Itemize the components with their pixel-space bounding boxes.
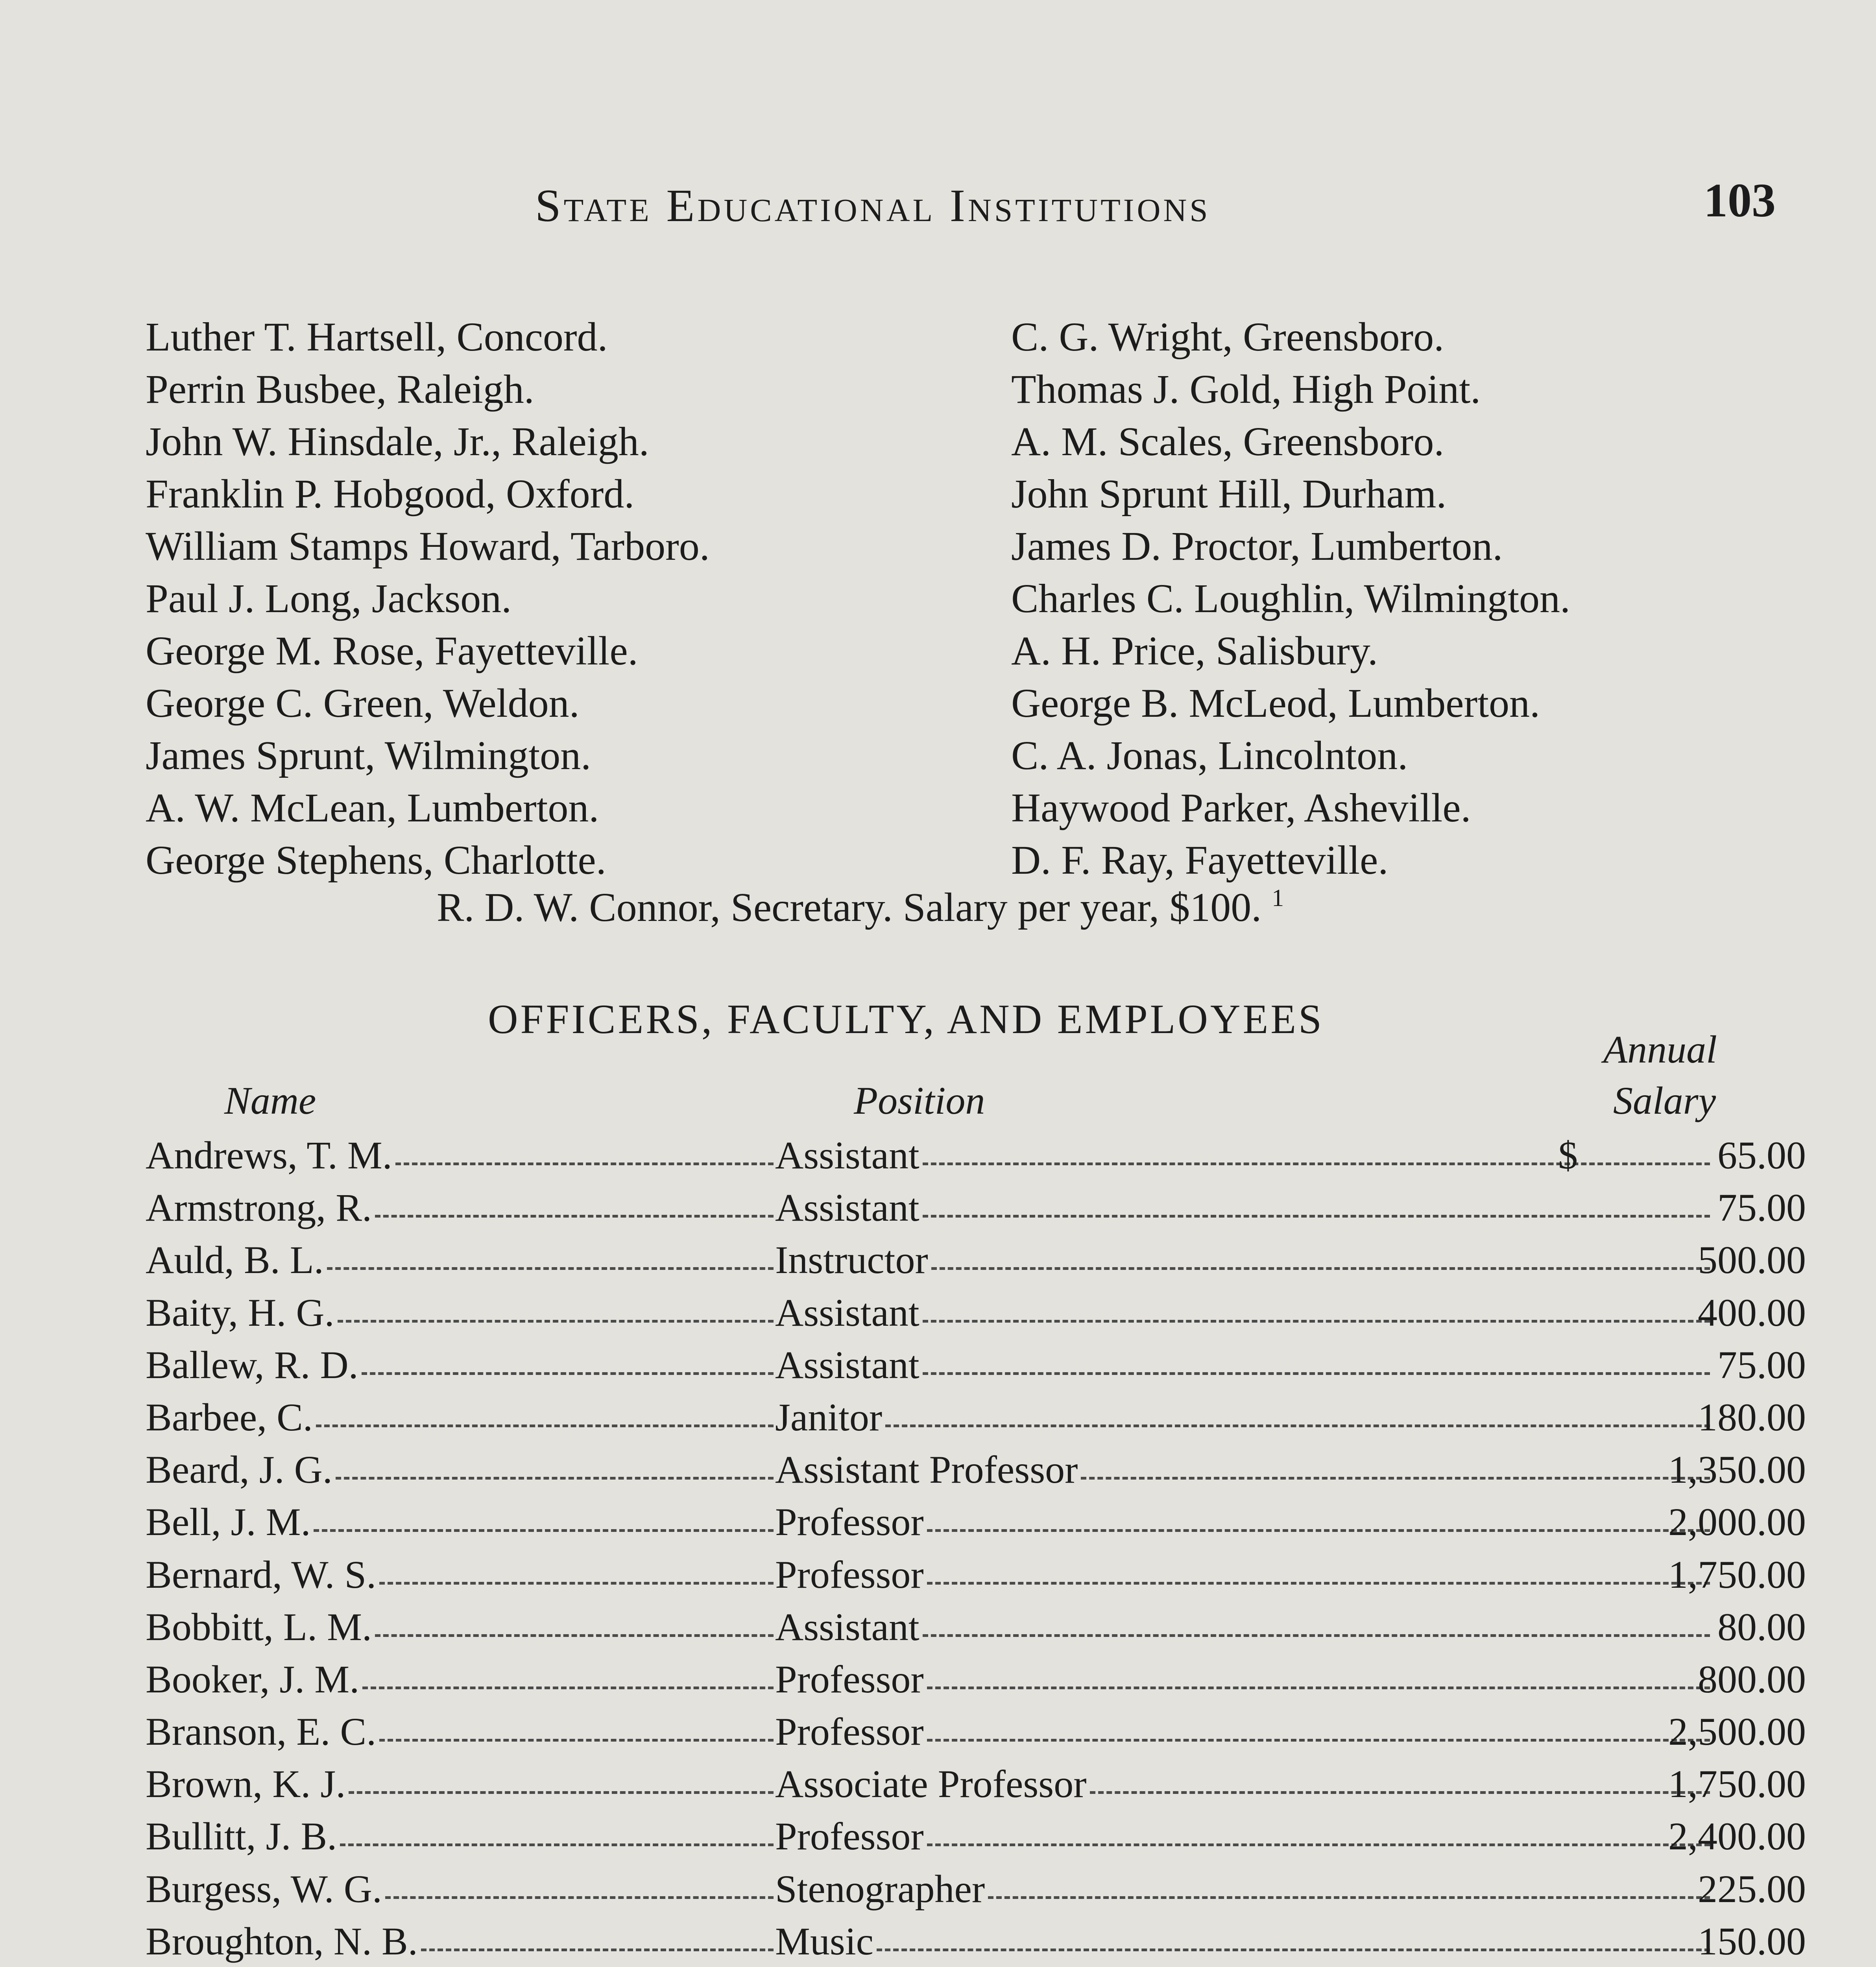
staff-name: Beard, J. G. — [146, 1448, 332, 1492]
staff-salary: 2,500.00 — [1668, 1710, 1806, 1754]
staff-name: Brown, K. J. — [146, 1762, 346, 1806]
staff-position: Assistant Professor — [775, 1448, 1078, 1492]
staff-position-cell — [775, 1705, 1712, 1758]
table-row — [146, 1443, 1806, 1496]
currency-symbol: $ — [1558, 1133, 1578, 1177]
staff-name-cell — [146, 1601, 775, 1653]
staff-name-cell — [146, 1863, 775, 1915]
staff-position: Assistant — [775, 1290, 920, 1334]
table-row — [146, 1653, 1806, 1705]
table-row — [146, 1234, 1806, 1286]
staff-position: Assistant — [775, 1133, 920, 1177]
dot-leader — [927, 1582, 1710, 1585]
staff-position-cell — [775, 1601, 1712, 1653]
staff-salary: 400.00 — [1698, 1290, 1806, 1334]
board-member: C. G. Wright, Greensboro. — [1011, 314, 1444, 360]
column-header-salary-line1: Annual — [1603, 1028, 1717, 1071]
staff-name: Broughton, N. B. — [146, 1919, 418, 1963]
running-head: State Educational Institutions — [535, 180, 1211, 231]
dot-leader — [375, 1634, 774, 1637]
dot-leader — [340, 1843, 774, 1846]
staff-position: Professor — [775, 1710, 924, 1754]
staff-name-cell — [146, 1758, 775, 1810]
staff-name: Bell, J. M. — [146, 1500, 311, 1544]
dot-leader — [927, 1529, 1710, 1532]
board-member: John W. Hinsdale, Jr., Raleigh. — [146, 419, 649, 464]
staff-name: Ballew, R. D. — [146, 1343, 358, 1387]
dot-leader — [362, 1372, 774, 1375]
dot-leader — [379, 1739, 774, 1742]
staff-position-cell — [775, 1181, 1712, 1234]
dot-leader — [362, 1687, 774, 1689]
staff-salary: 75.00 — [1717, 1186, 1806, 1230]
board-member: George C. Green, Weldon. — [146, 681, 580, 726]
staff-position-cell — [775, 1653, 1712, 1705]
staff-name-cell — [146, 1286, 775, 1339]
dot-leader — [314, 1529, 774, 1532]
secretary-line — [437, 884, 1284, 931]
board-member: A. M. Scales, Greensboro. — [1011, 419, 1444, 464]
dot-leader — [923, 1320, 1710, 1323]
staff-position-cell — [775, 1915, 1712, 1967]
staff-name-cell — [146, 1181, 775, 1234]
board-member: James D. Proctor, Lumberton. — [1011, 524, 1503, 569]
board-list-left — [146, 311, 710, 886]
staff-name-cell — [146, 1496, 775, 1548]
board-member: George Stephens, Charlotte. — [146, 838, 606, 883]
staff-salary: 150.00 — [1698, 1919, 1806, 1963]
table-row — [146, 1286, 1806, 1339]
board-member: Haywood Parker, Asheville. — [1011, 785, 1471, 830]
staff-name: Armstrong, R. — [146, 1186, 372, 1230]
staff-name-cell — [146, 1915, 775, 1967]
dot-leader — [395, 1162, 774, 1165]
staff-salary: 2,400.00 — [1668, 1814, 1806, 1858]
table-row — [146, 1915, 1806, 1967]
board-list-right — [1011, 311, 1570, 886]
dot-leader — [927, 1687, 1710, 1689]
staff-name-cell — [146, 1443, 775, 1496]
dot-leader — [923, 1162, 1710, 1165]
board-member: D. F. Ray, Fayetteville. — [1011, 838, 1389, 883]
staff-position: Assistant — [775, 1343, 920, 1387]
staff-position: Music — [775, 1919, 873, 1963]
column-header-salary-line2: Salary — [1613, 1079, 1716, 1122]
table-row — [146, 1758, 1806, 1810]
dot-leader — [385, 1896, 774, 1899]
staff-name-cell — [146, 1129, 775, 1181]
board-member: William Stamps Howard, Tarboro. — [146, 524, 710, 569]
staff-position-cell — [775, 1391, 1712, 1443]
staff-salary: 180.00 — [1698, 1395, 1806, 1439]
board-member: John Sprunt Hill, Durham. — [1011, 471, 1447, 517]
staff-position: Professor — [775, 1552, 924, 1596]
staff-position: Professor — [775, 1814, 924, 1858]
staff-position: Stenographer — [775, 1867, 985, 1911]
staff-position: Associate Professor — [775, 1762, 1087, 1806]
board-member: George M. Rose, Fayetteville. — [146, 628, 638, 674]
staff-position-cell — [775, 1496, 1712, 1548]
staff-name-cell — [146, 1653, 775, 1705]
dot-leader — [421, 1949, 774, 1951]
staff-position-cell — [775, 1863, 1712, 1915]
staff-name-cell — [146, 1705, 775, 1758]
dot-leader — [338, 1320, 774, 1323]
staff-name: Bullitt, J. B. — [146, 1814, 337, 1858]
staff-salary: 80.00 — [1717, 1605, 1806, 1649]
table-row — [146, 1863, 1806, 1915]
staff-name: Andrews, T. M. — [146, 1133, 392, 1177]
dot-leader — [885, 1425, 1710, 1427]
board-member: Charles C. Loughlin, Wilmington. — [1011, 576, 1570, 621]
board-member: A. H. Price, Salisbury. — [1011, 628, 1378, 674]
staff-name-cell — [146, 1548, 775, 1601]
staff-salary: 500.00 — [1698, 1238, 1806, 1282]
section-title: OFFICERS, FACULTY, AND EMPLOYEES — [488, 996, 1324, 1042]
board-member: George B. McLeod, Lumberton. — [1011, 681, 1540, 726]
staff-name-cell — [146, 1234, 775, 1286]
staff-salary: 1,350.00 — [1668, 1448, 1806, 1492]
column-header-position: Position — [854, 1079, 985, 1122]
dot-leader — [927, 1739, 1710, 1742]
staff-table — [146, 1129, 1806, 1967]
staff-position: Assistant — [775, 1186, 920, 1230]
staff-salary: 225.00 — [1698, 1867, 1806, 1911]
staff-name: Bernard, W. S. — [146, 1552, 377, 1596]
staff-name: Booker, J. M. — [146, 1657, 360, 1701]
staff-position: Professor — [775, 1500, 924, 1544]
dot-leader — [988, 1896, 1710, 1899]
staff-salary: 1,750.00 — [1668, 1552, 1806, 1596]
dot-leader — [336, 1477, 774, 1480]
staff-name: Branson, E. C. — [146, 1710, 377, 1754]
staff-position: Instructor — [775, 1238, 928, 1282]
dot-leader — [927, 1843, 1710, 1846]
table-row — [146, 1548, 1806, 1601]
staff-name: Barbee, C. — [146, 1395, 313, 1439]
staff-position-cell — [775, 1758, 1712, 1810]
dot-leader — [1081, 1477, 1710, 1480]
table-row — [146, 1705, 1806, 1758]
staff-position-cell — [775, 1339, 1712, 1391]
column-header-name: Name — [224, 1079, 316, 1122]
dot-leader — [379, 1582, 774, 1585]
staff-position-cell — [775, 1548, 1712, 1601]
staff-salary: 1,750.00 — [1668, 1762, 1806, 1806]
dot-leader — [375, 1215, 774, 1218]
table-row — [146, 1601, 1806, 1653]
board-member: Thomas J. Gold, High Point. — [1011, 367, 1481, 412]
page-number: 103 — [1704, 174, 1776, 227]
board-member: Franklin P. Hobgood, Oxford. — [146, 471, 635, 517]
staff-name: Bobbitt, L. M. — [146, 1605, 372, 1649]
dot-leader — [877, 1949, 1710, 1951]
staff-salary: 75.00 — [1717, 1343, 1806, 1387]
staff-position: Janitor — [775, 1395, 883, 1439]
staff-position-cell — [775, 1234, 1712, 1286]
staff-position-cell — [775, 1286, 1712, 1339]
table-row — [146, 1391, 1806, 1443]
table-row — [146, 1496, 1806, 1548]
dot-leader — [1090, 1791, 1710, 1794]
board-member: Perrin Busbee, Raleigh. — [146, 367, 534, 412]
secretary-text: R. D. W. Connor, Secretary. Salary per year, $100. — [437, 885, 1262, 930]
staff-name-cell — [146, 1391, 775, 1443]
board-member: Luther T. Hartsell, Concord. — [146, 314, 608, 360]
staff-name-cell — [146, 1810, 775, 1862]
dot-leader — [349, 1791, 774, 1794]
staff-position-cell — [775, 1810, 1712, 1862]
dot-leader — [923, 1372, 1710, 1375]
dot-leader — [316, 1425, 774, 1427]
staff-name: Burgess, W. G. — [146, 1867, 382, 1911]
table-row — [146, 1339, 1806, 1391]
footnote-reference: 1 — [1272, 885, 1284, 912]
staff-position-cell — [775, 1443, 1712, 1496]
table-row — [146, 1181, 1806, 1234]
staff-name: Auld, B. L. — [146, 1238, 324, 1282]
staff-position: Professor — [775, 1657, 924, 1701]
dot-leader — [327, 1267, 774, 1270]
board-member: A. W. McLean, Lumberton. — [146, 785, 599, 830]
table-row — [146, 1810, 1806, 1862]
staff-name-cell — [146, 1339, 775, 1391]
dot-leader — [923, 1215, 1710, 1218]
board-member: James Sprunt, Wilmington. — [146, 733, 591, 778]
staff-position: Assistant — [775, 1605, 920, 1649]
board-member: C. A. Jonas, Lincolnton. — [1011, 733, 1408, 778]
staff-salary: 2,000.00 — [1668, 1500, 1806, 1544]
dot-leader — [923, 1634, 1710, 1637]
staff-salary: 65.00 — [1717, 1133, 1806, 1177]
staff-name: Baity, H. G. — [146, 1290, 334, 1334]
staff-salary: 800.00 — [1698, 1657, 1806, 1701]
board-member: Paul J. Long, Jackson. — [146, 576, 512, 621]
table-row — [146, 1129, 1806, 1181]
dot-leader — [931, 1267, 1710, 1270]
